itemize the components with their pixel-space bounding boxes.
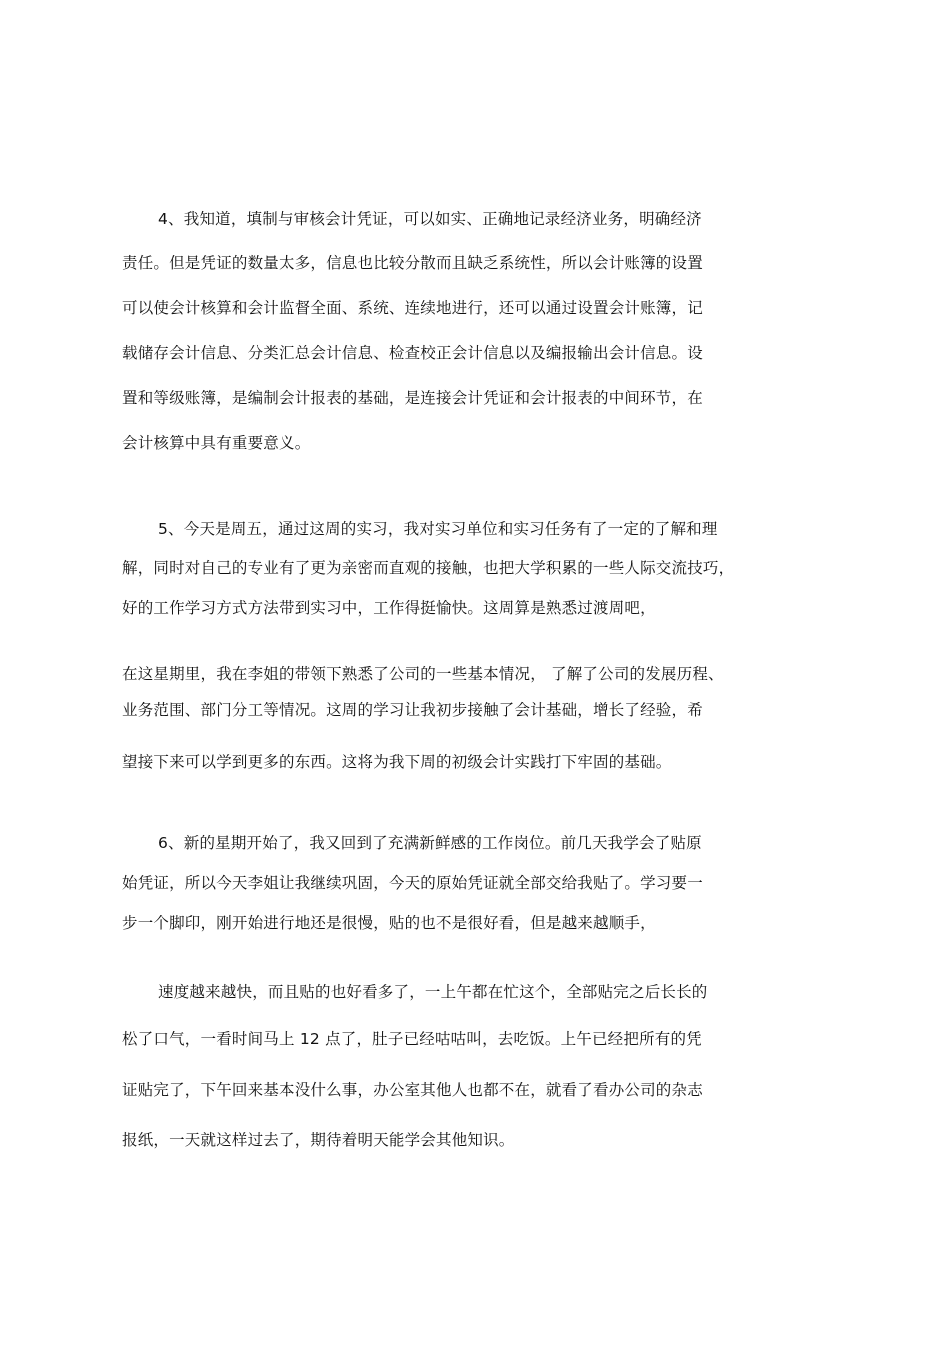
- text-line: 6、新的星期开始了，我又回到了充满新鲜感的工作岗位。前几天我学会了贴原: [158, 834, 702, 852]
- text-line: 5、今天是周五，通过这周的实习，我对实习单位和实习任务有了一定的了解和理: [158, 520, 718, 538]
- text-line: 松了口气，一看时间马上 12 点了，肚子已经咕咕叫，去吃饭。上午已经把所有的凭: [122, 1030, 702, 1048]
- text-line: 置和等级账簿，是编制会计报表的基础，是连接会计凭证和会计报表的中间环节，在: [122, 389, 703, 407]
- text-line: 责任。但是凭证的数量太多，信息也比较分散而且缺乏系统性，所以会计账簿的设置: [122, 254, 703, 272]
- text-line: 步一个脚印，刚开始进行地还是很慢，贴的也不是很好看，但是越来越顺手，: [122, 914, 656, 932]
- text-line: 解，同时对自己的专业有了更为亲密而直观的接触，也把大学积累的一些人际交流技巧，: [122, 559, 735, 577]
- text-line: 望接下来可以学到更多的东西。这将为我下周的初级会计实践打下牢固的基础。: [122, 753, 672, 771]
- text-line: 载储存会计信息、分类汇总会计信息、检查校正会计信息以及编报输出会计信息。设: [122, 344, 703, 362]
- text-line: 会计核算中具有重要意义。: [122, 434, 311, 452]
- text-line: 4、我知道，填制与审核会计凭证，可以如实、正确地记录经济业务，明确经济: [158, 210, 702, 228]
- text-line: 可以使会计核算和会计监督全面、系统、连续地进行，还可以通过设置会计账簿，记: [122, 299, 703, 317]
- text-line: 在这星期里，我在李姐的带领下熟悉了公司的一些基本情况， 了解了公司的发展历程、: [122, 665, 724, 683]
- text-line: 报纸，一天就这样过去了，期待着明天能学会其他知识。: [122, 1131, 515, 1149]
- text-line: 速度越来越快，而且贴的也好看多了，一上午都在忙这个，全部贴完之后长长的: [158, 983, 708, 1001]
- text-line: 始凭证，所以今天李姐让我继续巩固，今天的原始凭证就全部交给我贴了。学习要一: [122, 874, 703, 892]
- text-line: 好的工作学习方式方法带到实习中，工作得挺愉快。这周算是熟悉过渡周吧，: [122, 599, 656, 617]
- text-line: 证贴完了，下午回来基本没什么事，办公室其他人也都不在，就看了看办公司的杂志: [122, 1081, 703, 1099]
- text-line: 业务范围、部门分工等情况。这周的学习让我初步接触了会计基础，增长了经验，希: [122, 701, 703, 719]
